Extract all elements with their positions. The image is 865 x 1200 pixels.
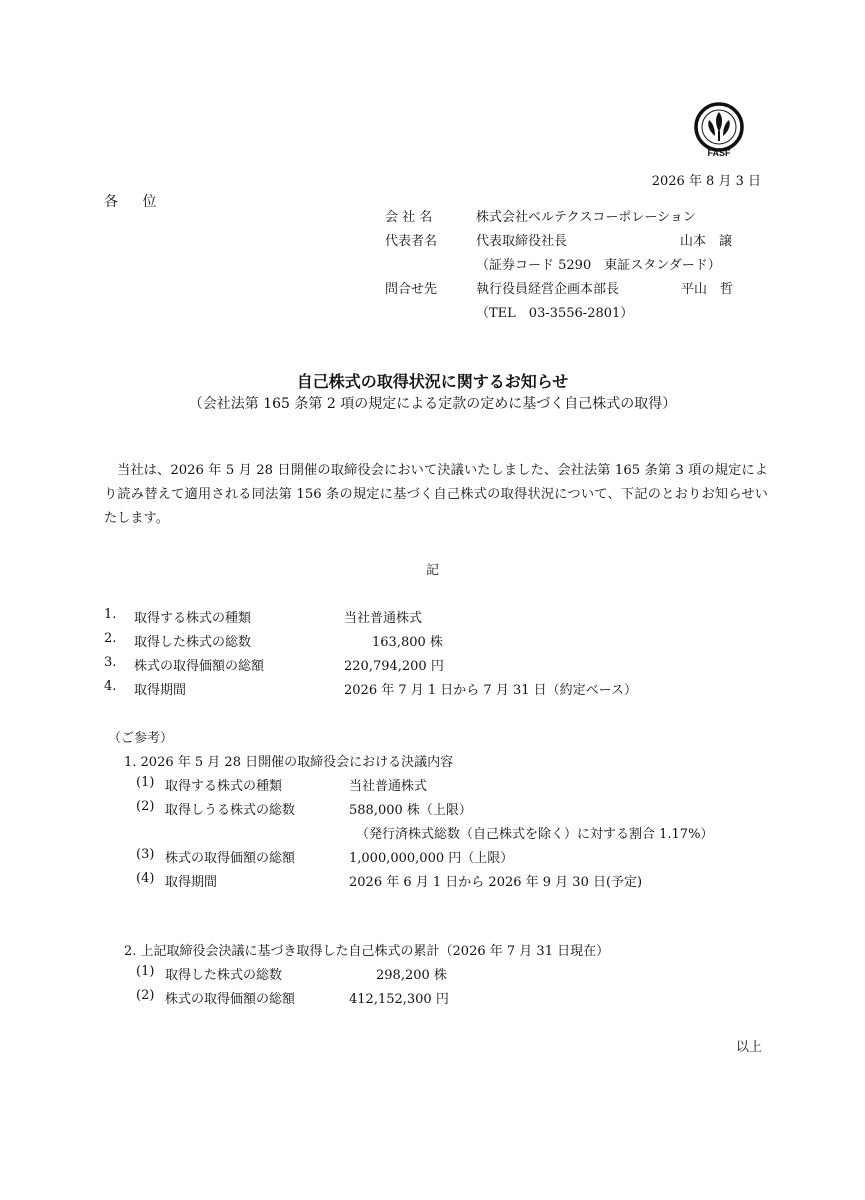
sub-item-num: (1): [136, 775, 155, 790]
document-date: 2026 年 8 月 3 日: [651, 174, 761, 189]
representative-name: 山本 譲: [680, 234, 733, 249]
main-item-value: 220,794,200 円: [344, 659, 444, 674]
main-item-label: 取得する株式の種類: [134, 611, 252, 626]
main-item-num: 1.: [104, 607, 117, 622]
main-item-label: 取得した株式の総数: [134, 635, 252, 650]
main-item-label: 株式の取得価額の総額: [134, 659, 265, 674]
sub-item-label: 株式の取得価額の総額: [165, 992, 296, 1007]
reference-section1-title: 1. 2026 年 5 月 28 日開催の取締役会における決議内容: [124, 755, 454, 770]
sub-item-note: （発行済株式総数（自己株式を除く）に対する割合 1.17%）: [356, 827, 714, 842]
intro-text: 当社は、2026 年 5 月 28 日開催の取締役会において決議いたしました、会社法第 165 条第 3 項の規定により読み替えて適用される同法第 156 条の規定に基づく自己株式の取得状況について、下記のとおりお知らせいたします。: [104, 463, 768, 526]
contact-name: 平山 哲: [681, 282, 734, 297]
contact-title: 執行役員経営企画本部長: [476, 282, 620, 297]
reference-section2-title: 2. 上記取締役会決議に基づき取得した自己株式の累計（2026 年 7 月 31 日現在）: [124, 944, 610, 959]
document-subtitle: （会社法第 165 条第 2 項の規定による定款の定めに基づく自己株式の取得）: [188, 396, 677, 412]
intro-paragraph: [104, 459, 768, 531]
addressee: 各 位: [104, 194, 167, 210]
main-item-label: 取得期間: [134, 683, 187, 698]
sub-item-value: 298,200 株: [376, 968, 447, 983]
main-item-num: 4.: [104, 679, 117, 694]
contact-phone: （TEL 03-3556-2801）: [476, 306, 634, 321]
company-name: 株式会社ベルテクスコーポレーション: [476, 210, 696, 225]
svg-text:FASF: FASF: [707, 148, 731, 158]
document-title: 自己株式の取得状況に関するお知らせ: [296, 372, 569, 391]
reference-heading: （ご参考）: [108, 731, 174, 746]
sub-item-num: (1): [136, 964, 155, 979]
main-item-value: 163,800 株: [372, 635, 443, 650]
sub-item-label: 取得する株式の種類: [165, 779, 283, 794]
representative-title: 代表取締役社長: [476, 234, 568, 249]
sub-item-label: 株式の取得価額の総額: [165, 851, 296, 866]
sub-item-value: 588,000 株（上限）: [349, 803, 472, 818]
main-item-num: 2.: [104, 631, 117, 646]
sub-item-value: 当社普通株式: [349, 779, 428, 794]
sub-item-label: 取得しうる株式の総数: [165, 803, 296, 818]
sub-item-value: 2026 年 6 月 1 日から 2026 年 9 月 30 日(予定): [349, 875, 643, 890]
company-name-label: 会 社 名: [385, 210, 433, 225]
sub-item-num: (2): [136, 988, 155, 1003]
representative-label: 代表者名: [385, 234, 438, 249]
sub-item-num: (4): [136, 871, 155, 886]
sub-item-num: (3): [136, 847, 155, 862]
sub-item-label: 取得期間: [165, 875, 218, 890]
contact-label: 問合せ先: [385, 282, 438, 297]
sub-item-value: 1,000,000,000 円（上限）: [349, 851, 514, 866]
fasf-seal-icon: [694, 102, 744, 158]
fasf-logo: [694, 102, 744, 158]
ki-marker: 記: [425, 563, 439, 578]
securities-code: （証券コード 5290 東証スタンダード）: [476, 258, 721, 273]
closing-text: 以上: [735, 1040, 762, 1055]
sub-item-num: (2): [136, 799, 155, 814]
sub-item-label: 取得した株式の総数: [165, 968, 283, 983]
main-item-value: 2026 年 7 月 1 日から 7 月 31 日（約定ベース）: [344, 683, 637, 698]
main-item-num: 3.: [104, 655, 117, 670]
main-item-value: 当社普通株式: [344, 611, 423, 626]
sub-item-value: 412,152,300 円: [349, 992, 449, 1007]
